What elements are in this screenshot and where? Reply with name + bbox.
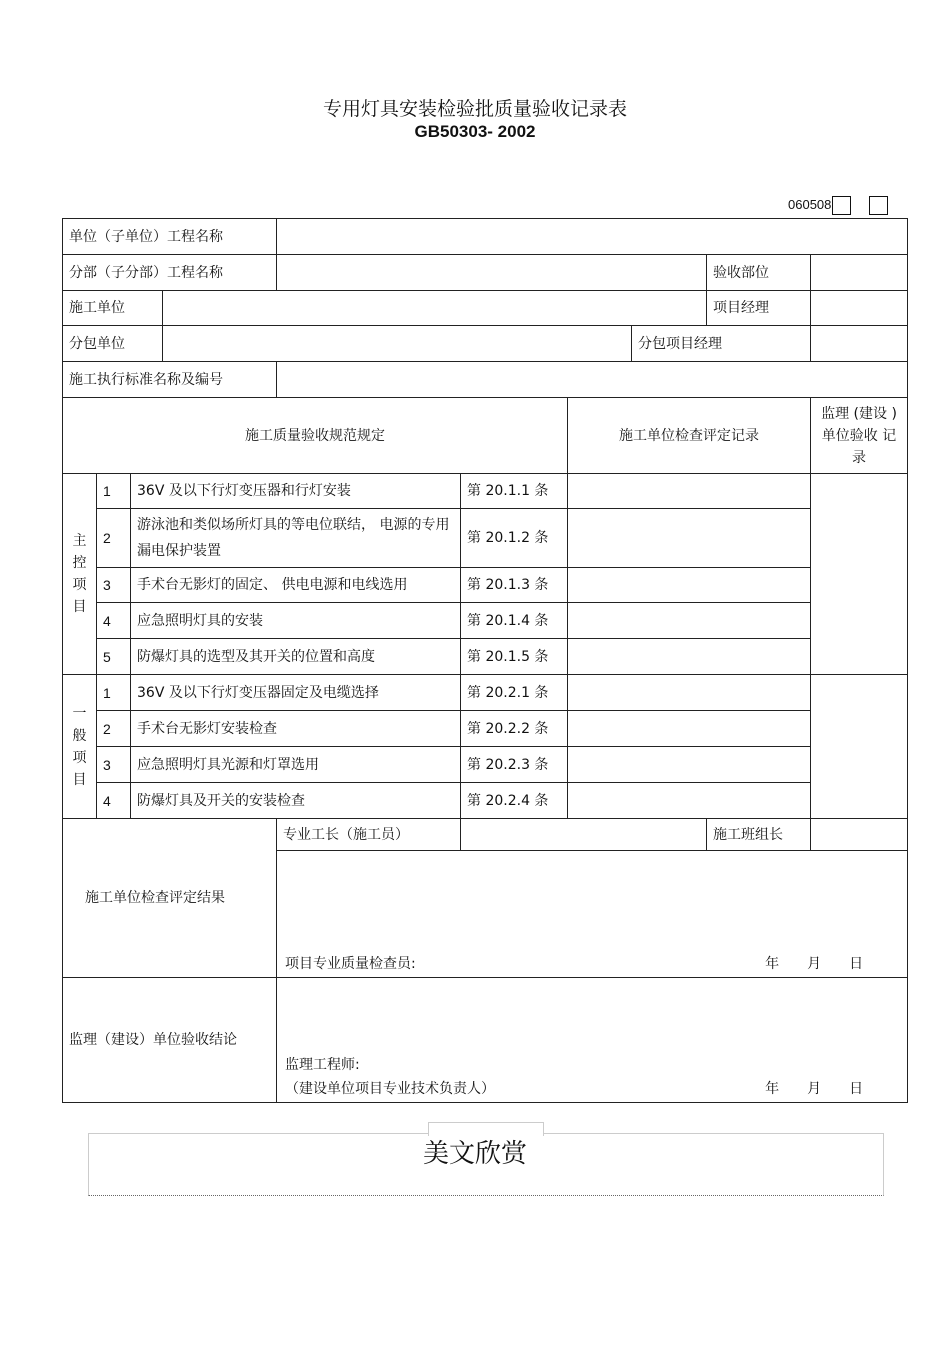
general-item-check-field[interactable] [568, 711, 811, 747]
day-label: 日 [849, 1081, 864, 1097]
general-item-no: 1 [97, 675, 131, 711]
unit-project-label: 单位（子单位）工程名称 [63, 219, 277, 255]
general-items-label [63, 675, 97, 819]
subcontract-unit-label: 分包单位 [63, 326, 163, 362]
general-item-clause: 第 20.2.1 条 [461, 675, 568, 711]
acceptance-part-field[interactable] [811, 255, 908, 291]
main-item-clause: 第 20.1.1 条 [461, 474, 568, 509]
main-item-clause: 第 20.1.3 条 [461, 568, 568, 603]
main-item-no: 1 [97, 474, 131, 509]
owner-rep-label: （建设单位项目专业技术负责人） [285, 1081, 495, 1097]
main-item-text: 防爆灯具的选型及其开关的位置和高度 [131, 639, 461, 675]
project-manager-field[interactable] [811, 291, 908, 326]
construction-unit-label: 施工单位 [63, 291, 163, 326]
year-label: 年 [765, 956, 780, 972]
team-leader-label: 施工班组长 [707, 819, 811, 851]
general-item-text: 防爆灯具及开关的安装检查 [131, 783, 461, 819]
standard-name-field[interactable] [277, 362, 908, 398]
subcontract-manager-label: 分包项目经理 [632, 326, 811, 362]
supervision-result-field[interactable] [277, 978, 908, 1103]
general-item-check-field[interactable] [568, 783, 811, 819]
general-item-no: 4 [97, 783, 131, 819]
spec-column-header: 施工质量验收规范规定 [63, 398, 568, 474]
year-label: 年 [765, 1081, 780, 1097]
general-item-no: 2 [97, 711, 131, 747]
general-item-check-field[interactable] [568, 747, 811, 783]
main-item-check-field[interactable] [568, 603, 811, 639]
acceptance-part-label: 验收部位 [707, 255, 811, 291]
general-item-clause: 第 20.2.4 条 [461, 783, 568, 819]
page-title: 专用灯具安装检验批质量验收记录表 [322, 98, 627, 120]
supervisor-label: 监理工程师: [285, 1057, 360, 1073]
general-item-text: 手术台无影灯安装检查 [131, 711, 461, 747]
main-item-clause: 第 20.1.2 条 [461, 509, 568, 568]
general-items-supervision-field[interactable] [811, 675, 908, 819]
supervision-result-label: 监理（建设）单位验收结论 [63, 978, 277, 1103]
form-code-checkbox-2[interactable] [869, 196, 888, 215]
foreman-field[interactable] [461, 819, 707, 851]
subcontract-unit-field[interactable] [163, 326, 632, 362]
standard-code: GB50303- 2002 [414, 122, 536, 141]
main-item-check-field[interactable] [568, 639, 811, 675]
general-items-label-text: 一般项目 [72, 705, 87, 788]
general-item-text: 应急照明灯具光源和灯罩选用 [131, 747, 461, 783]
main-item-no: 4 [97, 603, 131, 639]
form-code: 060508 [788, 197, 832, 212]
general-item-clause: 第 20.2.3 条 [461, 747, 568, 783]
subcontract-manager-field[interactable] [811, 326, 908, 362]
footer-text: 美文欣赏 [422, 1139, 527, 1169]
construction-unit-field[interactable] [163, 291, 707, 326]
general-item-clause: 第 20.2.2 条 [461, 711, 568, 747]
standard-name-label: 施工执行标准名称及编号 [63, 362, 277, 398]
main-item-no: 5 [97, 639, 131, 675]
main-item-clause: 第 20.1.4 条 [461, 603, 568, 639]
supervision-column-header: 监理 (建设 ) 单位验收 记录 [811, 398, 908, 474]
main-item-text: 36V 及以下行灯变压器和行灯安装 [131, 474, 461, 509]
general-item-check-field[interactable] [568, 675, 811, 711]
main-item-no: 3 [97, 568, 131, 603]
construction-result-label: 施工单位检查评定结果 [63, 819, 277, 978]
main-item-clause: 第 20.1.5 条 [461, 639, 568, 675]
foreman-label: 专业工长（施工员） [277, 819, 461, 851]
main-items-supervision-field[interactable] [811, 474, 908, 675]
main-item-check-field[interactable] [568, 474, 811, 509]
project-manager-label: 项目经理 [707, 291, 811, 326]
unit-project-field[interactable] [277, 219, 908, 255]
sub-project-label: 分部（子分部）工程名称 [63, 255, 277, 291]
main-item-text: 手术台无影灯的固定、 供电电源和电线选用 [131, 568, 461, 603]
general-item-text: 36V 及以下行灯变压器固定及电缆选择 [131, 675, 461, 711]
sub-project-field[interactable] [277, 255, 707, 291]
acceptance-form [62, 218, 908, 1103]
day-label: 日 [849, 956, 864, 972]
main-item-check-field[interactable] [568, 509, 811, 568]
quality-inspector-label: 项目专业质量检查员: [285, 956, 416, 972]
month-label: 月 [807, 956, 822, 972]
main-items-label [63, 474, 97, 675]
team-leader-field[interactable] [811, 819, 908, 851]
construction-result-field[interactable] [277, 851, 908, 978]
main-item-text: 应急照明灯具的安装 [131, 603, 461, 639]
month-label: 月 [807, 1081, 822, 1097]
form-code-checkbox-1[interactable] [832, 196, 851, 215]
main-item-no: 2 [97, 509, 131, 568]
main-items-label-text: 主控项目 [72, 533, 87, 615]
general-item-no: 3 [97, 747, 131, 783]
main-item-text: 游泳池和类似场所灯具的等电位联结， 电源的专用漏电保护装置 [131, 509, 461, 568]
check-record-column-header: 施工单位检查评定记录 [568, 398, 811, 474]
main-item-check-field[interactable] [568, 568, 811, 603]
